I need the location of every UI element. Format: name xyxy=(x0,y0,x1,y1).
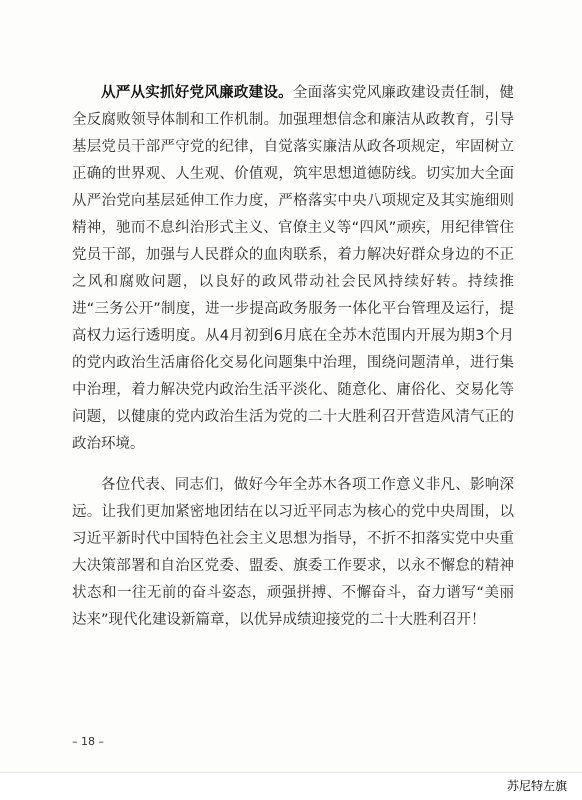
source-label: 苏尼特左旗 xyxy=(506,779,567,793)
document-body xyxy=(72,80,514,634)
paragraph-closing xyxy=(72,472,514,634)
paragraph-text: 各位代表、同志们，做好今年全苏木各项工作意义非凡、影响深远。让我们更加紧密地团结在以习近平同志为核心的党中央周围，以习近平新时代中国特色社会主义思想为指导，不折不扣落实党中央重大决策部署和自治区党委、盟委、旗委工作要求，以永不懈怠的精神状态和一往无前的奋斗姿态，顽强拼搏、不懈奋斗，奋力谱写“美丽达来”现代化建设新篇章，以优异成绩迎接党的二十大胜利召开！ xyxy=(72,477,514,628)
paragraph-party-conduct xyxy=(72,80,514,458)
paragraph-text: 全面落实党风廉政建设责任制，健全反腐败领导体制和工作机制。加强理想信念和廉洁从政教育，引导基层党员干部严守党的纪律，自觉落实廉洁从政各项规定，牢固树立正确的世界观、人生观、价值观，筑牢思想道德防线。切实加大全面从严治党向基层延伸工作力度，严格落实中央八项规定及其实施细则精神，驰而不息纠治形式主义、官僚主义等“四风”顽疾，用纪律管住党员干部，加强与人民群众的血肉联系，着力解决好群众身边的不正之风和腐败问题，以良好的政风带动社会民风持续好转。持续推进“三务公开”制度，进一步提高政务服务一体化平台管理及运行，提高权力运行透明度。从4月初到6月底在全苏木范围内开展为期3个月的党内政治生活庸俗化交易化问题集中治理，围绕问题清单，进行集中治理，着力解决党内政治生活平淡化、随意化、庸俗化、交易化等问题，以健康的党内政治生活为党的二十大胜利召开营造风清气正的政治环境。 xyxy=(72,85,515,452)
page-number: – 18 – xyxy=(72,735,104,748)
paragraph-heading: 从严从实抓好党风廉政建设。 xyxy=(101,85,293,101)
